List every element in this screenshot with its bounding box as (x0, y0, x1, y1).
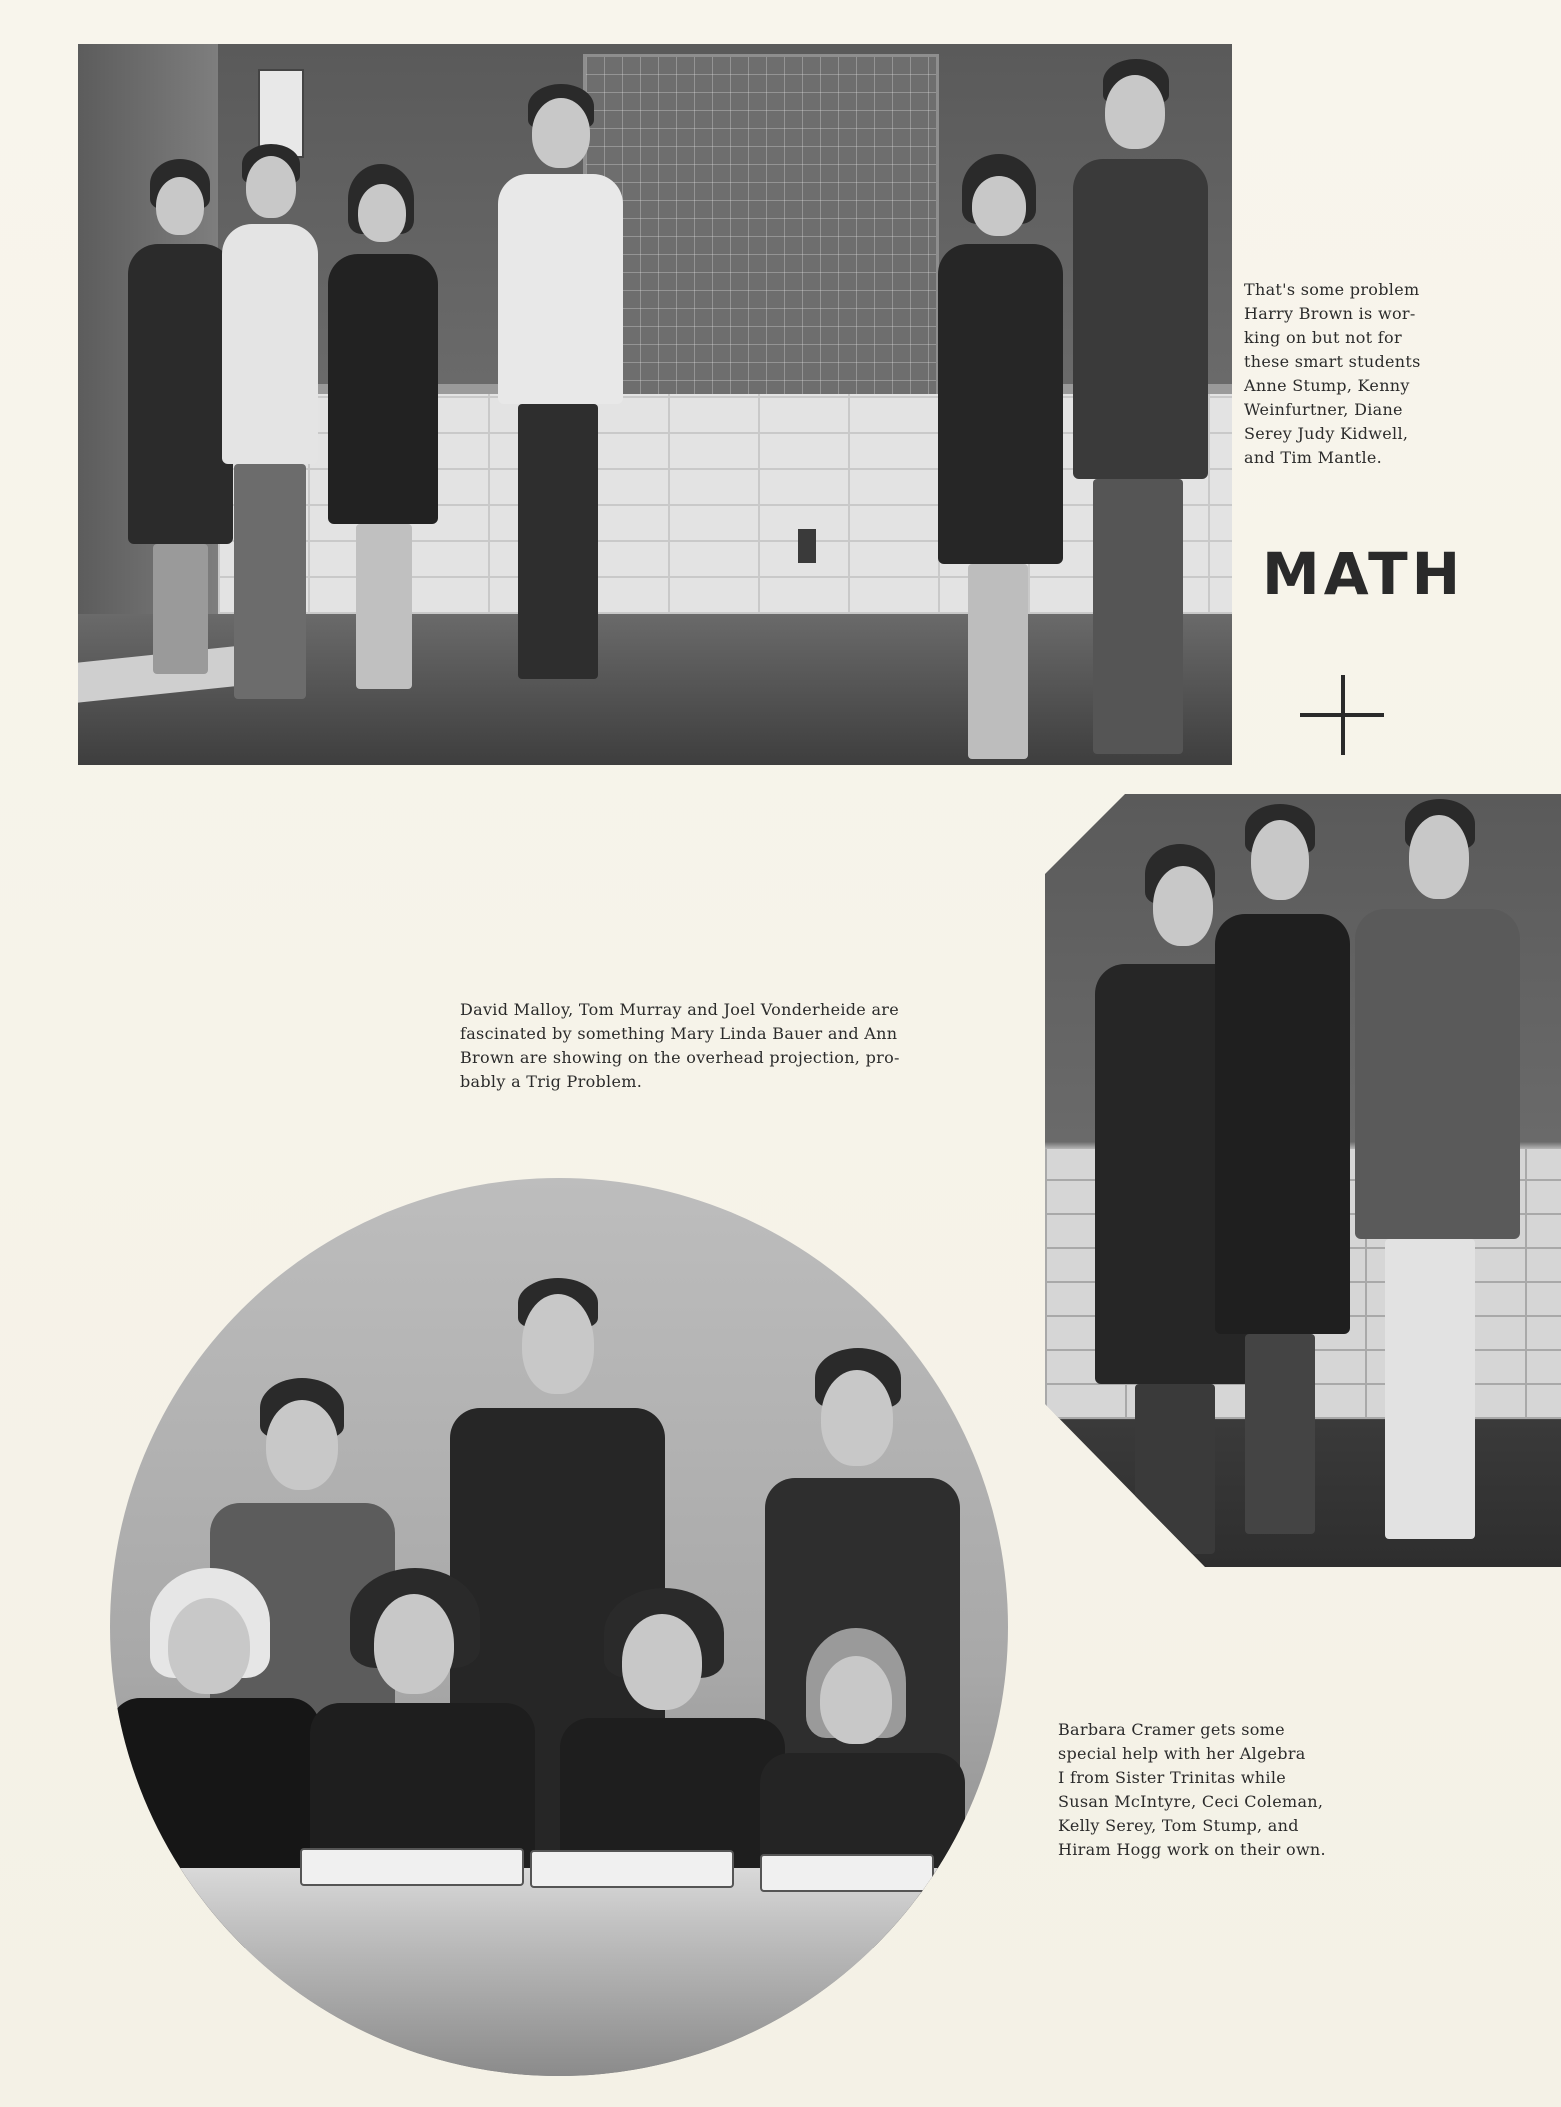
open-book (300, 1848, 524, 1886)
student-figure (1205, 804, 1355, 1544)
caption-line: Anne Stump, Kenny (1244, 376, 1410, 395)
student-figure (928, 154, 1068, 764)
study-table (110, 1868, 1008, 2076)
caption-line: Hiram Hogg work on their own. (1058, 1840, 1326, 1859)
caption-line: Brown are showing on the overhead projection, pro- (460, 1048, 900, 1067)
graph-board (583, 54, 939, 420)
caption-line: bably a Trig Problem. (460, 1072, 643, 1091)
middle-photo-caption (460, 998, 1020, 1094)
top-photo-caption (1244, 278, 1544, 470)
caption-line: Susan McIntyre, Ceci Coleman, (1058, 1792, 1324, 1811)
open-book (760, 1854, 934, 1892)
page-title: MATH (1262, 540, 1465, 608)
caption-line: Kelly Serey, Tom Stump, and (1058, 1816, 1299, 1835)
classroom-chalkboard-photo (78, 44, 1232, 765)
caption-line: fascinated by something Mary Linda Bauer and Ann (460, 1024, 898, 1043)
bottom-photo-caption (1058, 1718, 1458, 1862)
caption-line: Serey Judy Kidwell, (1244, 424, 1409, 443)
wall-outlet (798, 529, 816, 563)
students-at-board-photo (1045, 794, 1561, 1567)
caption-line: I from Sister Trinitas while (1058, 1768, 1287, 1787)
caption-line: Weinfurtner, Diane (1244, 400, 1403, 419)
caption-line: Barbara Cramer gets some (1058, 1720, 1285, 1739)
study-group-photo (110, 1178, 1008, 2076)
caption-line: king on but not for (1244, 328, 1402, 347)
plus-sign-icon (1300, 675, 1384, 755)
caption-line: Harry Brown is wor- (1244, 304, 1416, 323)
student-figure (208, 144, 328, 704)
student-figure (1335, 799, 1525, 1559)
open-book (530, 1850, 734, 1888)
caption-line: That's some problem (1244, 280, 1420, 299)
student-figure (488, 84, 628, 684)
student-figure (318, 164, 448, 694)
caption-line: special help with her Algebra (1058, 1744, 1306, 1763)
student-figure (1063, 59, 1213, 759)
caption-line: these smart students (1244, 352, 1421, 371)
caption-line: David Malloy, Tom Murray and Joel Vonderheide are (460, 1000, 900, 1019)
caption-line: and Tim Mantle. (1244, 448, 1383, 467)
